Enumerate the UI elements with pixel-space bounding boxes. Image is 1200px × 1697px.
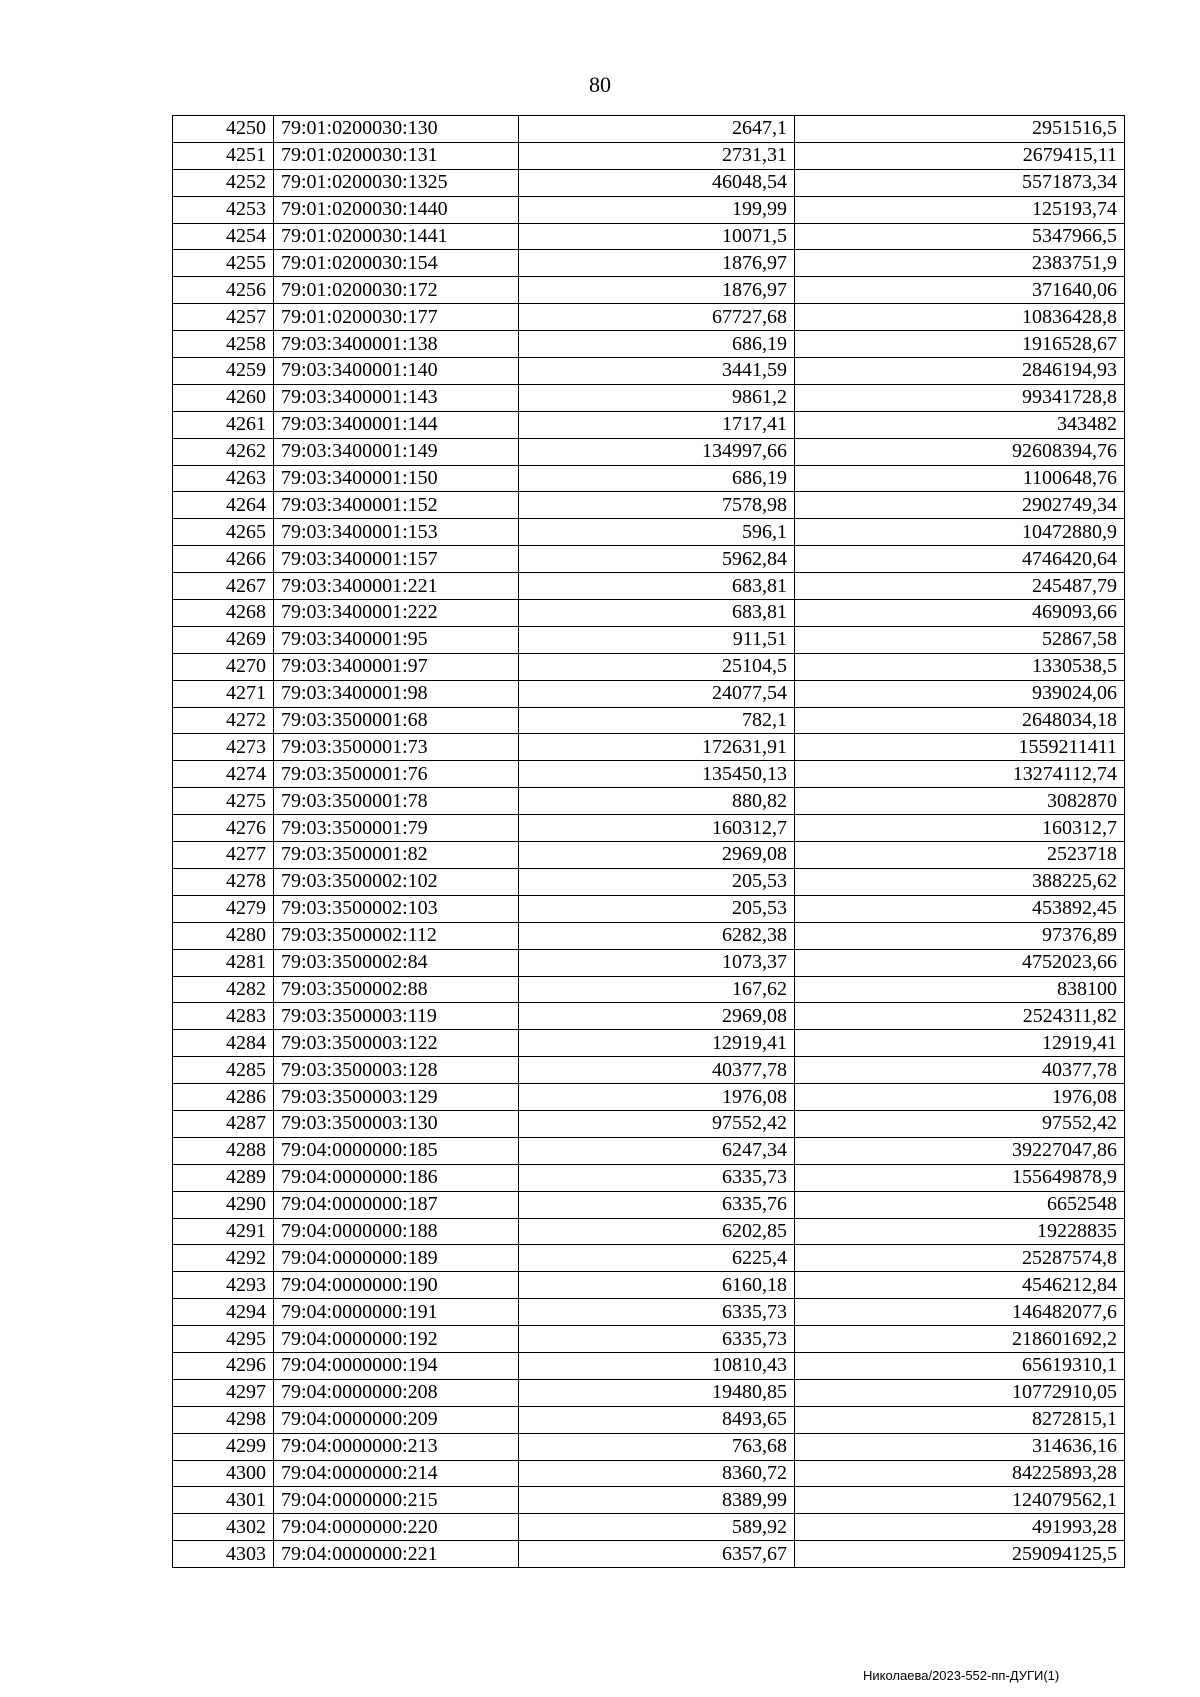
area-cell: 3441,59 (519, 358, 795, 385)
table-row (173, 331, 1125, 358)
area-cell: 205,53 (519, 868, 795, 895)
cadastral-number-cell: 79:03:3500001:76 (274, 761, 519, 788)
area-cell: 40377,78 (519, 1057, 795, 1084)
area-cell: 6335,73 (519, 1164, 795, 1191)
cadastral-number-cell: 79:03:3400001:152 (274, 492, 519, 519)
table-row (173, 142, 1125, 169)
cadastral-number-cell: 79:03:3500001:78 (274, 788, 519, 815)
area-cell: 589,92 (519, 1514, 795, 1541)
cadastral-number-cell: 79:04:0000000:215 (274, 1487, 519, 1514)
cadastral-number-cell: 79:03:3400001:149 (274, 438, 519, 465)
area-cell: 2969,08 (519, 842, 795, 869)
cadastral-number-cell: 79:04:0000000:189 (274, 1245, 519, 1272)
area-cell: 9861,2 (519, 384, 795, 411)
value-cell: 92608394,76 (795, 438, 1125, 465)
row-number-cell: 4284 (173, 1030, 274, 1057)
value-cell: 388225,62 (795, 868, 1125, 895)
table-row (173, 626, 1125, 653)
area-cell: 686,19 (519, 331, 795, 358)
cadastral-number-cell: 79:04:0000000:186 (274, 1164, 519, 1191)
value-cell: 939024,06 (795, 680, 1125, 707)
value-cell: 19228835 (795, 1218, 1125, 1245)
cadastral-number-cell: 79:03:3500002:102 (274, 868, 519, 895)
table-row (173, 976, 1125, 1003)
value-cell: 2902749,34 (795, 492, 1125, 519)
table-row (173, 1110, 1125, 1137)
table-row (173, 277, 1125, 304)
cadastral-number-cell: 79:01:0200030:172 (274, 277, 519, 304)
area-cell: 46048,54 (519, 169, 795, 196)
row-number-cell: 4296 (173, 1352, 274, 1379)
row-number-cell: 4253 (173, 196, 274, 223)
row-number-cell: 4272 (173, 707, 274, 734)
cadastral-number-cell: 79:04:0000000:213 (274, 1433, 519, 1460)
area-cell: 1876,97 (519, 250, 795, 277)
table-row (173, 1514, 1125, 1541)
table-row (173, 1057, 1125, 1084)
cadastral-number-cell: 79:01:0200030:1325 (274, 169, 519, 196)
table-row (173, 653, 1125, 680)
cadastral-number-cell: 79:03:3400001:150 (274, 465, 519, 492)
value-cell: 838100 (795, 976, 1125, 1003)
value-cell: 3082870 (795, 788, 1125, 815)
table-row (173, 1326, 1125, 1353)
value-cell: 99341728,8 (795, 384, 1125, 411)
cadastral-number-cell: 79:04:0000000:188 (274, 1218, 519, 1245)
value-cell: 1330538,5 (795, 653, 1125, 680)
area-cell: 25104,5 (519, 653, 795, 680)
table-row (173, 949, 1125, 976)
area-cell: 1976,08 (519, 1084, 795, 1111)
value-cell: 146482077,6 (795, 1299, 1125, 1326)
cadastral-number-cell: 79:03:3500003:119 (274, 1003, 519, 1030)
value-cell: 259094125,5 (795, 1541, 1125, 1568)
table-row (173, 384, 1125, 411)
table-row (173, 1164, 1125, 1191)
value-cell: 314636,16 (795, 1433, 1125, 1460)
table-row (173, 1299, 1125, 1326)
value-cell: 124079562,1 (795, 1487, 1125, 1514)
table-row (173, 1487, 1125, 1514)
value-cell: 1976,08 (795, 1084, 1125, 1111)
table-row (173, 680, 1125, 707)
table-row (173, 546, 1125, 573)
row-number-cell: 4302 (173, 1514, 274, 1541)
area-cell: 135450,13 (519, 761, 795, 788)
table-row (173, 358, 1125, 385)
cadastral-number-cell: 79:04:0000000:192 (274, 1326, 519, 1353)
area-cell: 782,1 (519, 707, 795, 734)
cadastral-number-cell: 79:03:3500001:73 (274, 734, 519, 761)
row-number-cell: 4250 (173, 116, 274, 143)
value-cell: 10772910,05 (795, 1379, 1125, 1406)
table-row (173, 1030, 1125, 1057)
area-cell: 8493,65 (519, 1406, 795, 1433)
table-row (173, 761, 1125, 788)
area-cell: 6335,76 (519, 1191, 795, 1218)
cadastral-number-cell: 79:01:0200030:131 (274, 142, 519, 169)
table-row (173, 895, 1125, 922)
page-number: 80 (589, 72, 611, 97)
row-number-cell: 4271 (173, 680, 274, 707)
value-cell: 84225893,28 (795, 1460, 1125, 1487)
cadastral-number-cell: 79:03:3400001:222 (274, 600, 519, 627)
cadastral-number-cell: 79:04:0000000:220 (274, 1514, 519, 1541)
row-number-cell: 4295 (173, 1326, 274, 1353)
table-row (173, 116, 1125, 143)
value-cell: 4752023,66 (795, 949, 1125, 976)
cadastral-number-cell: 79:04:0000000:191 (274, 1299, 519, 1326)
cadastral-number-cell: 79:03:3500003:128 (274, 1057, 519, 1084)
table-row (173, 573, 1125, 600)
cadastral-number-cell: 79:03:3500001:79 (274, 815, 519, 842)
row-number-cell: 4281 (173, 949, 274, 976)
value-cell: 97552,42 (795, 1110, 1125, 1137)
table-row (173, 1433, 1125, 1460)
footer-reference: Николаева/2023-552-пп-ДУГИ(1) (863, 1668, 1060, 1683)
row-number-cell: 4286 (173, 1084, 274, 1111)
area-cell: 911,51 (519, 626, 795, 653)
area-cell: 134997,66 (519, 438, 795, 465)
value-cell: 160312,7 (795, 815, 1125, 842)
table-row (173, 196, 1125, 223)
row-number-cell: 4280 (173, 922, 274, 949)
table-row (173, 868, 1125, 895)
value-cell: 4546212,84 (795, 1272, 1125, 1299)
table-row (173, 1218, 1125, 1245)
value-cell: 13274112,74 (795, 761, 1125, 788)
value-cell: 8272815,1 (795, 1406, 1125, 1433)
cadastral-number-cell: 79:04:0000000:209 (274, 1406, 519, 1433)
row-number-cell: 4297 (173, 1379, 274, 1406)
value-cell: 2846194,93 (795, 358, 1125, 385)
value-cell: 491993,28 (795, 1514, 1125, 1541)
row-number-cell: 4278 (173, 868, 274, 895)
value-cell: 343482 (795, 411, 1125, 438)
cadastral-number-cell: 79:03:3400001:98 (274, 680, 519, 707)
row-number-cell: 4300 (173, 1460, 274, 1487)
value-cell: 25287574,8 (795, 1245, 1125, 1272)
row-number-cell: 4264 (173, 492, 274, 519)
table-row (173, 788, 1125, 815)
area-cell: 1073,37 (519, 949, 795, 976)
table-row (173, 519, 1125, 546)
table-row (173, 1272, 1125, 1299)
row-number-cell: 4288 (173, 1137, 274, 1164)
area-cell: 2969,08 (519, 1003, 795, 1030)
data-table (172, 115, 1125, 1568)
cadastral-number-cell: 79:04:0000000:214 (274, 1460, 519, 1487)
table-row (173, 1137, 1125, 1164)
area-cell: 1717,41 (519, 411, 795, 438)
table-row (173, 1379, 1125, 1406)
cadastral-number-cell: 79:03:3400001:95 (274, 626, 519, 653)
row-number-cell: 4261 (173, 411, 274, 438)
row-number-cell: 4301 (173, 1487, 274, 1514)
cadastral-number-cell: 79:03:3400001:144 (274, 411, 519, 438)
area-cell: 1876,97 (519, 277, 795, 304)
cadastral-number-cell: 79:03:3400001:138 (274, 331, 519, 358)
value-cell: 6652548 (795, 1191, 1125, 1218)
row-number-cell: 4258 (173, 331, 274, 358)
table-row (173, 304, 1125, 331)
value-cell: 2679415,11 (795, 142, 1125, 169)
row-number-cell: 4279 (173, 895, 274, 922)
area-cell: 199,99 (519, 196, 795, 223)
table-row (173, 1406, 1125, 1433)
cadastral-number-cell: 79:03:3500001:82 (274, 842, 519, 869)
row-number-cell: 4255 (173, 250, 274, 277)
row-number-cell: 4282 (173, 976, 274, 1003)
area-cell: 160312,7 (519, 815, 795, 842)
cadastral-number-cell: 79:01:0200030:154 (274, 250, 519, 277)
table-body (173, 116, 1125, 1568)
row-number-cell: 4262 (173, 438, 274, 465)
row-number-cell: 4266 (173, 546, 274, 573)
table-row (173, 465, 1125, 492)
value-cell: 2648034,18 (795, 707, 1125, 734)
row-number-cell: 4303 (173, 1541, 274, 1568)
value-cell: 97376,89 (795, 922, 1125, 949)
row-number-cell: 4265 (173, 519, 274, 546)
area-cell: 6335,73 (519, 1299, 795, 1326)
area-cell: 686,19 (519, 465, 795, 492)
table-row (173, 842, 1125, 869)
row-number-cell: 4257 (173, 304, 274, 331)
cadastral-number-cell: 79:03:3400001:157 (274, 546, 519, 573)
value-cell: 1916528,67 (795, 331, 1125, 358)
cadastral-number-cell: 79:03:3500003:130 (274, 1110, 519, 1137)
row-number-cell: 4283 (173, 1003, 274, 1030)
value-cell: 155649878,9 (795, 1164, 1125, 1191)
area-cell: 596,1 (519, 519, 795, 546)
table-row (173, 707, 1125, 734)
area-cell: 683,81 (519, 573, 795, 600)
row-number-cell: 4292 (173, 1245, 274, 1272)
value-cell: 40377,78 (795, 1057, 1125, 1084)
row-number-cell: 4299 (173, 1433, 274, 1460)
value-cell: 10472880,9 (795, 519, 1125, 546)
area-cell: 763,68 (519, 1433, 795, 1460)
area-cell: 2731,31 (519, 142, 795, 169)
row-number-cell: 4274 (173, 761, 274, 788)
value-cell: 125193,74 (795, 196, 1125, 223)
value-cell: 2523718 (795, 842, 1125, 869)
cadastral-number-cell: 79:03:3400001:143 (274, 384, 519, 411)
table-row (173, 815, 1125, 842)
value-cell: 5347966,5 (795, 223, 1125, 250)
value-cell: 39227047,86 (795, 1137, 1125, 1164)
area-cell: 24077,54 (519, 680, 795, 707)
table-row (173, 1191, 1125, 1218)
area-cell: 683,81 (519, 600, 795, 627)
table-row (173, 734, 1125, 761)
row-number-cell: 4291 (173, 1218, 274, 1245)
cadastral-number-cell: 79:03:3400001:153 (274, 519, 519, 546)
table-row (173, 922, 1125, 949)
cadastral-number-cell: 79:01:0200030:130 (274, 116, 519, 143)
area-cell: 6247,34 (519, 1137, 795, 1164)
area-cell: 8389,99 (519, 1487, 795, 1514)
value-cell: 52867,58 (795, 626, 1125, 653)
row-number-cell: 4276 (173, 815, 274, 842)
area-cell: 6160,18 (519, 1272, 795, 1299)
row-number-cell: 4268 (173, 600, 274, 627)
data-table-container (172, 115, 1125, 1568)
row-number-cell: 4267 (173, 573, 274, 600)
value-cell: 453892,45 (795, 895, 1125, 922)
area-cell: 97552,42 (519, 1110, 795, 1137)
value-cell: 245487,79 (795, 573, 1125, 600)
table-row (173, 438, 1125, 465)
area-cell: 6202,85 (519, 1218, 795, 1245)
cadastral-number-cell: 79:03:3500002:88 (274, 976, 519, 1003)
cadastral-number-cell: 79:03:3500003:129 (274, 1084, 519, 1111)
value-cell: 1559211411 (795, 734, 1125, 761)
cadastral-number-cell: 79:03:3500002:112 (274, 922, 519, 949)
area-cell: 172631,91 (519, 734, 795, 761)
row-number-cell: 4251 (173, 142, 274, 169)
cadastral-number-cell: 79:03:3500002:84 (274, 949, 519, 976)
row-number-cell: 4287 (173, 1110, 274, 1137)
area-cell: 167,62 (519, 976, 795, 1003)
value-cell: 2383751,9 (795, 250, 1125, 277)
cadastral-number-cell: 79:04:0000000:185 (274, 1137, 519, 1164)
table-row (173, 1460, 1125, 1487)
row-number-cell: 4269 (173, 626, 274, 653)
area-cell: 205,53 (519, 895, 795, 922)
area-cell: 5962,84 (519, 546, 795, 573)
row-number-cell: 4256 (173, 277, 274, 304)
area-cell: 8360,72 (519, 1460, 795, 1487)
value-cell: 10836428,8 (795, 304, 1125, 331)
value-cell: 218601692,2 (795, 1326, 1125, 1353)
table-row (173, 169, 1125, 196)
area-cell: 6282,38 (519, 922, 795, 949)
row-number-cell: 4277 (173, 842, 274, 869)
value-cell: 5571873,34 (795, 169, 1125, 196)
cadastral-number-cell: 79:01:0200030:177 (274, 304, 519, 331)
table-row (173, 1003, 1125, 1030)
value-cell: 371640,06 (795, 277, 1125, 304)
row-number-cell: 4259 (173, 358, 274, 385)
row-number-cell: 4289 (173, 1164, 274, 1191)
value-cell: 12919,41 (795, 1030, 1125, 1057)
table-row (173, 1352, 1125, 1379)
table-row (173, 1541, 1125, 1568)
table-row (173, 600, 1125, 627)
cadastral-number-cell: 79:04:0000000:190 (274, 1272, 519, 1299)
area-cell: 880,82 (519, 788, 795, 815)
row-number-cell: 4252 (173, 169, 274, 196)
cadastral-number-cell: 79:03:3500001:68 (274, 707, 519, 734)
table-row (173, 411, 1125, 438)
row-number-cell: 4294 (173, 1299, 274, 1326)
table-row (173, 1245, 1125, 1272)
area-cell: 6357,67 (519, 1541, 795, 1568)
cadastral-number-cell: 79:04:0000000:194 (274, 1352, 519, 1379)
row-number-cell: 4270 (173, 653, 274, 680)
cadastral-number-cell: 79:03:3400001:221 (274, 573, 519, 600)
value-cell: 65619310,1 (795, 1352, 1125, 1379)
cadastral-number-cell: 79:03:3400001:97 (274, 653, 519, 680)
row-number-cell: 4298 (173, 1406, 274, 1433)
area-cell: 67727,68 (519, 304, 795, 331)
area-cell: 7578,98 (519, 492, 795, 519)
cadastral-number-cell: 79:01:0200030:1440 (274, 196, 519, 223)
area-cell: 10810,43 (519, 1352, 795, 1379)
row-number-cell: 4260 (173, 384, 274, 411)
cadastral-number-cell: 79:04:0000000:208 (274, 1379, 519, 1406)
row-number-cell: 4293 (173, 1272, 274, 1299)
table-row (173, 223, 1125, 250)
area-cell: 6335,73 (519, 1326, 795, 1353)
row-number-cell: 4273 (173, 734, 274, 761)
cadastral-number-cell: 79:01:0200030:1441 (274, 223, 519, 250)
row-number-cell: 4254 (173, 223, 274, 250)
area-cell: 12919,41 (519, 1030, 795, 1057)
area-cell: 2647,1 (519, 116, 795, 143)
area-cell: 19480,85 (519, 1379, 795, 1406)
row-number-cell: 4285 (173, 1057, 274, 1084)
table-row (173, 250, 1125, 277)
cadastral-number-cell: 79:04:0000000:221 (274, 1541, 519, 1568)
cadastral-number-cell: 79:03:3500002:103 (274, 895, 519, 922)
value-cell: 1100648,76 (795, 465, 1125, 492)
row-number-cell: 4290 (173, 1191, 274, 1218)
cadastral-number-cell: 79:04:0000000:187 (274, 1191, 519, 1218)
row-number-cell: 4263 (173, 465, 274, 492)
table-row (173, 1084, 1125, 1111)
area-cell: 6225,4 (519, 1245, 795, 1272)
table-row (173, 492, 1125, 519)
cadastral-number-cell: 79:03:3500003:122 (274, 1030, 519, 1057)
value-cell: 2951516,5 (795, 116, 1125, 143)
value-cell: 469093,66 (795, 600, 1125, 627)
cadastral-number-cell: 79:03:3400001:140 (274, 358, 519, 385)
value-cell: 2524311,82 (795, 1003, 1125, 1030)
row-number-cell: 4275 (173, 788, 274, 815)
value-cell: 4746420,64 (795, 546, 1125, 573)
area-cell: 10071,5 (519, 223, 795, 250)
